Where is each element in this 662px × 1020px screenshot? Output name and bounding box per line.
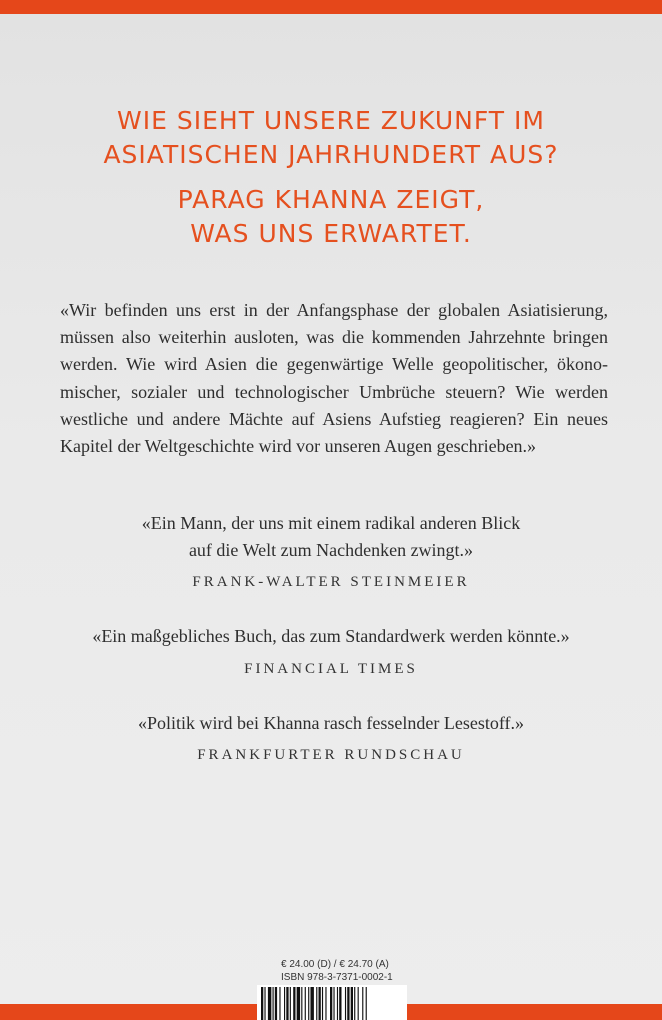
blurb-line: werden. Wie wird Asien die gegenwärtige Welle geopolitischer, ökono- [60, 354, 608, 375]
quote-line: «Ein maßgebliches Buch, das zum Standardwerk werden könnte.» [92, 626, 570, 646]
barcode-bar [345, 987, 346, 1020]
barcode-bar [264, 987, 265, 1020]
barcode-bar [325, 987, 326, 1020]
barcode-bar [275, 987, 277, 1020]
blurb-line: mischer, sozialer und technologischer Umbrüche steuern? Wie werden [60, 381, 608, 402]
barcode-graphic [257, 985, 407, 1020]
barcode [257, 985, 407, 1020]
quote-line: auf die Welt zum Nachdenken zwingt.» [188, 540, 474, 560]
review-source-frankfurter-rundschau: FRANKFURTER RUNDSCHAU [197, 747, 465, 763]
isbn-text: ISBN 978-3-7371-0002-1 [281, 972, 393, 983]
barcode-bar [273, 987, 274, 1020]
headline-line: WAS UNS ERWARTET. [190, 219, 472, 248]
barcode-bar [339, 987, 341, 1020]
blurb-line: Kapitel der Weltgeschichte wird vor unseren Augen geschrieben.» [60, 436, 537, 457]
review-quote-financial-times [0, 623, 662, 650]
price-info [281, 958, 421, 984]
barcode-bar [297, 987, 300, 1020]
review-source-financial-times: FINANCIAL TIMES [244, 661, 418, 677]
headline-line: WIE SIEHT UNSERE ZUKUNFT IM [117, 106, 545, 135]
review-quote-steinmeier [0, 510, 662, 564]
blurb-line: müssen also weiterhin ausloten, was die kommenden Jahrzehnte bringen [60, 327, 608, 348]
price-text: € 24.00 (D) / € 24.70 (A) [281, 959, 389, 970]
barcode-bar [322, 987, 323, 1020]
barcode-bar [308, 987, 309, 1020]
barcode-bar [293, 987, 295, 1020]
barcode-bar [284, 987, 285, 1020]
barcode-bar [286, 987, 288, 1020]
barcode-bar [362, 987, 363, 1020]
barcode-bar [358, 987, 359, 1020]
barcode-bar [301, 987, 302, 1020]
headline-line: PARAG KHANNA ZEIGT, [177, 185, 485, 214]
review-source-steinmeier: FRANK-WALTER STEINMEIER [192, 574, 470, 590]
quote-line: «Ein Mann, der uns mit einem radikal anderen Blick [141, 513, 521, 533]
barcode-bar [319, 987, 321, 1020]
barcode-bar [305, 987, 306, 1020]
barcode-bar [351, 987, 353, 1020]
barcode-bar [330, 987, 332, 1020]
headline-answer [0, 183, 662, 251]
blurb-line: «Wir befinden uns erst in der Anfangsphase der globalen Asiatisierung, [60, 300, 608, 320]
barcode-bar [310, 987, 313, 1020]
barcode-bar [261, 987, 263, 1020]
quote-line: «Politik wird bei Khanna rasch fesselnder Lesestoff.» [137, 713, 525, 733]
barcode-bar [366, 987, 367, 1020]
headline-line: ASIATISCHEN JAHRHUNDERT AUS? [103, 140, 559, 169]
barcode-bar [354, 987, 355, 1020]
barcode-bar [279, 987, 280, 1020]
barcode-bar [316, 987, 317, 1020]
review-quote-frankfurter-rundschau [0, 710, 662, 737]
barcode-bar [347, 987, 349, 1020]
barcode-bar [337, 987, 338, 1020]
barcode-bar [268, 987, 271, 1020]
headline-question [0, 104, 662, 172]
barcode-bar [333, 987, 334, 1020]
blurb-line: westliche und andere Mächte auf Asiens Aufstieg reagieren? Ein neues [60, 408, 608, 429]
top-color-band [0, 0, 662, 14]
blurb-paragraph [60, 297, 608, 460]
barcode-bar [290, 987, 291, 1020]
